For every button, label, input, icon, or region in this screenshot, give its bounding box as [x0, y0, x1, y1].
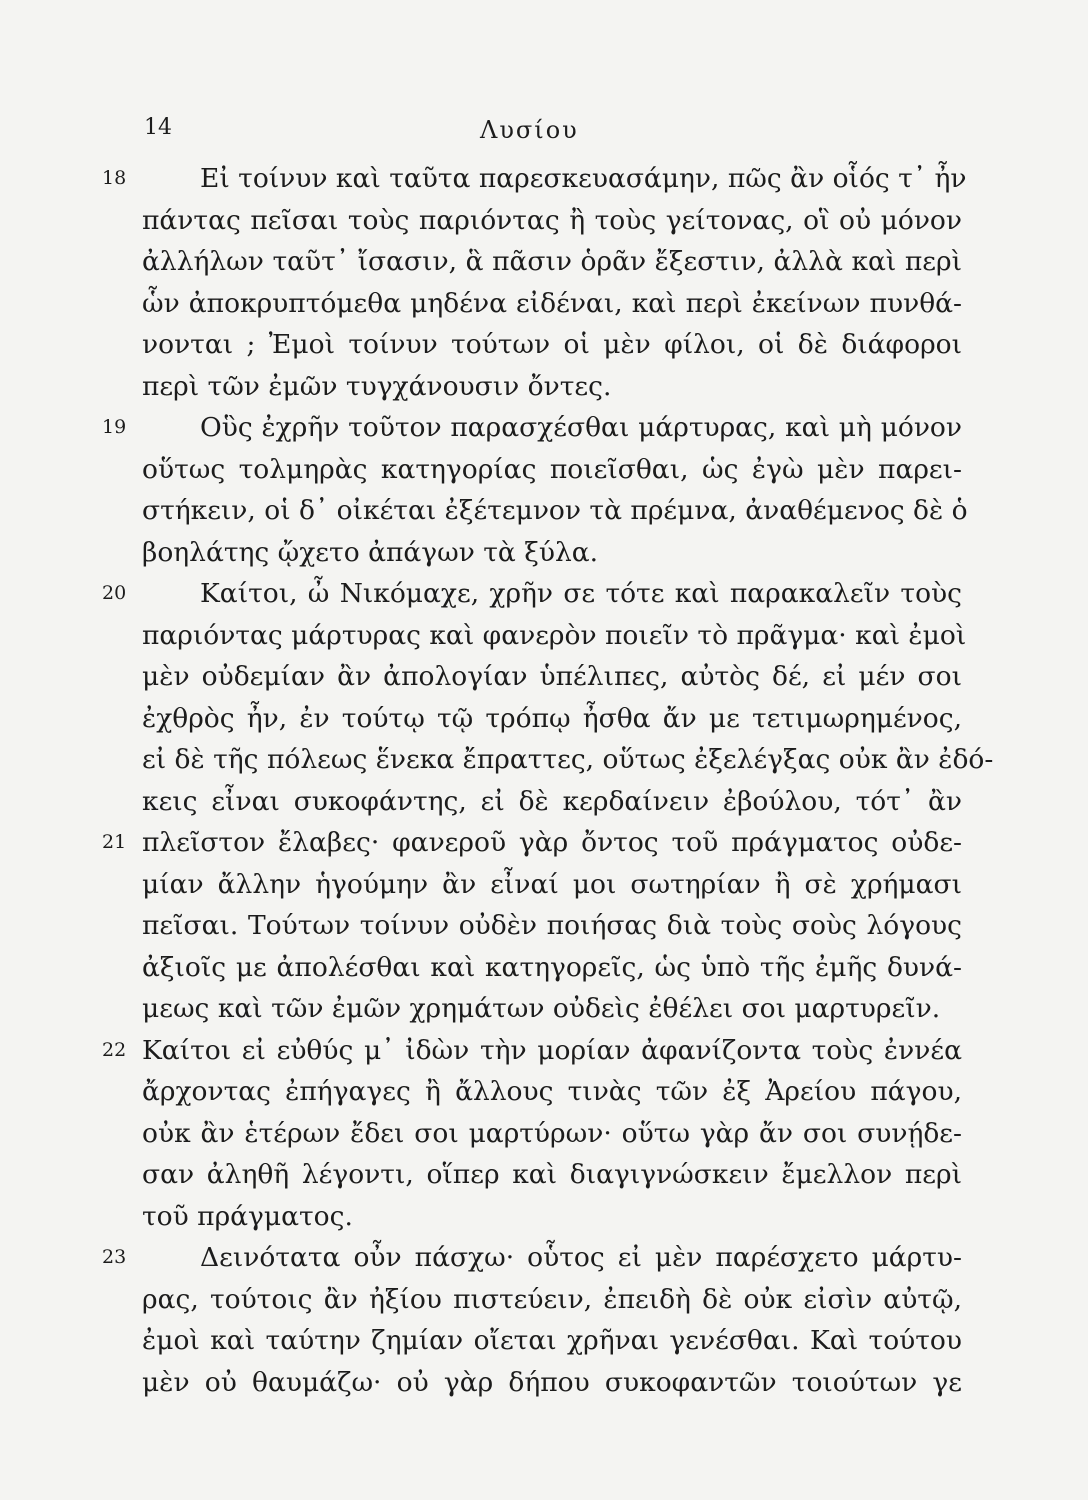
text-line: εἰ δὲ τῆς πόλεως ἕνεκα ἔπραττες, οὕτως ἐξελέγξας οὐκ ἂν ἐδό- [142, 744, 994, 775]
text-line: ἄρχοντας ἐπήγαγες ἢ ἄλλους τινὰς τῶν ἐξ Ἀρείου πάγου, [142, 1076, 962, 1107]
section-number: 22 [102, 1038, 127, 1061]
text-line: οὐκ ἂν ἑτέρων ἔδει σοι μαρτύρων· οὕτω γὰρ ἄν σοι συνῄδε- [142, 1117, 962, 1149]
text-line: παριόντας μάρτυρας καὶ φανερὸν ποιεῖν τὸ πρᾶγμα· καὶ ἐμοὶ [142, 619, 967, 651]
text-line: μὲν οὐ θαυμάζω· οὐ γὰρ δήπου συκοφαντῶν τοιούτων γε [142, 1366, 962, 1398]
section-number: 21 [102, 831, 127, 853]
text-line: 18 Εἰ τοίνυν καὶ ταῦτα παρεσκευασάμην, πῶς ἂν οἷός τ᾽ ἦν [142, 158, 962, 200]
running-head: Λυσίου [480, 116, 579, 144]
section-number: 18 [102, 167, 127, 189]
text-line: οὕτως τολμηρὰς κατηγορίας ποιεῖσθαι, ὡς ἐγὼ μὲν παρει- [142, 453, 962, 485]
text-line: 23 Δεινότατα οὖν πάσχω· οὗτος εἰ μὲν παρέσχετο μάρτυ- [142, 1237, 962, 1279]
text-line: 21 πλεῖστον ἔλαβες· φανεροῦ γὰρ ὄντος τοῦ πράγματος οὐδε- [142, 822, 962, 864]
text-line: σαν ἀληθῆ λέγοντι, οἵπερ καὶ διαγιγνώσκειν ἔμελλον περὶ [142, 1159, 962, 1190]
text-line: στήκειν, οἱ δ᾽ οἰκέται ἐξέτεμνον τὰ πρέμνα, ἀναθέμενος δὲ ὁ [142, 495, 968, 526]
text-line: πάντας πεῖσαι τοὺς παριόντας ἢ τοὺς γείτονας, οἳ οὐ μόνον [142, 204, 962, 236]
section-number: 19 [102, 416, 127, 438]
body-text [102, 158, 994, 1403]
text-line: ἀλλήλων ταῦτ᾽ ἴσασιν, ἃ πᾶσιν ὁρᾶν ἔξεστιν, ἀλλὰ καὶ περὶ [142, 246, 962, 277]
text-line: ἀξιοῖς με ἀπολέσθαι καὶ κατηγορεῖς, ὡς ὑπὸ τῆς ἐμῆς δυνά- [142, 951, 962, 983]
section-number: 20 [102, 582, 127, 604]
text-line: πεῖσαι. Τούτων τοίνυν οὐδὲν ποιήσας διὰ τοὺς σοὺς λόγους [142, 910, 962, 941]
text-line: 22 Καίτοι εἰ εὐθύς μ᾽ ἰδὼν τὴν μορίαν ἀφανίζοντα τοὺς ἐννέα [142, 1030, 962, 1072]
text-line: νονται ; Ἐμοὶ τοίνυν τούτων οἱ μὲν φίλοι, οἱ δὲ διάφοροι [142, 329, 962, 360]
text-line: ἐχθρὸς ἦν, ἐν τούτῳ τῷ τρόπῳ ἦσθα ἄν με τετιμωρημένος, [142, 702, 962, 734]
text-line: κεις εἶναι συκοφάντης, εἰ δὲ κερδαίνειν ἐβούλου, τότ᾽ ἂν [142, 785, 962, 817]
text-line: περὶ τῶν ἐμῶν τυγχάνουσιν ὄντες. [142, 370, 612, 402]
text-line: ὧν ἀποκρυπτόμεθα μηδένα εἰδέναι, καὶ περὶ ἐκείνων πυνθά- [142, 287, 962, 319]
text-line: ρας, τούτοις ἂν ἠξίου πιστεύειν, ἐπειδὴ δὲ οὐκ εἰσὶν αὐτῷ, [142, 1283, 962, 1315]
section-number: 23 [102, 1246, 127, 1268]
text-line: μίαν ἄλλην ἡγούμην ἂν εἶναί μοι σωτηρίαν ἢ σὲ χρήμασι [142, 868, 962, 900]
text-line: μεως καὶ τῶν ἐμῶν χρημάτων οὐδεὶς ἐθέλει σοι μαρτυρεῖν. [142, 993, 941, 1024]
text-line: ἐμοὶ καὶ ταύτην ζημίαν οἴεται χρῆναι γενέσθαι. Καὶ τούτου [142, 1325, 962, 1356]
text-line: τοῦ πράγματος. [142, 1200, 353, 1232]
text-line: 19 Οὓς ἐχρῆν τοῦτον παρασχέσθαι μάρτυρας, καὶ μὴ μόνον [142, 407, 962, 449]
text-line: 20 Καίτοι, ὦ Νικόμαχε, χρῆν σε τότε καὶ παρακαλεῖν τοὺς [142, 573, 962, 615]
text-line: βοηλάτης ᾤχετο ἀπάγων τὰ ξύλα. [142, 536, 599, 568]
text-line: μὲν οὐδεμίαν ἂν ἀπολογίαν ὑπέλιπες, αὐτὸς δέ, εἰ μέν σοι [142, 661, 962, 692]
page-number: 14 [144, 115, 172, 140]
